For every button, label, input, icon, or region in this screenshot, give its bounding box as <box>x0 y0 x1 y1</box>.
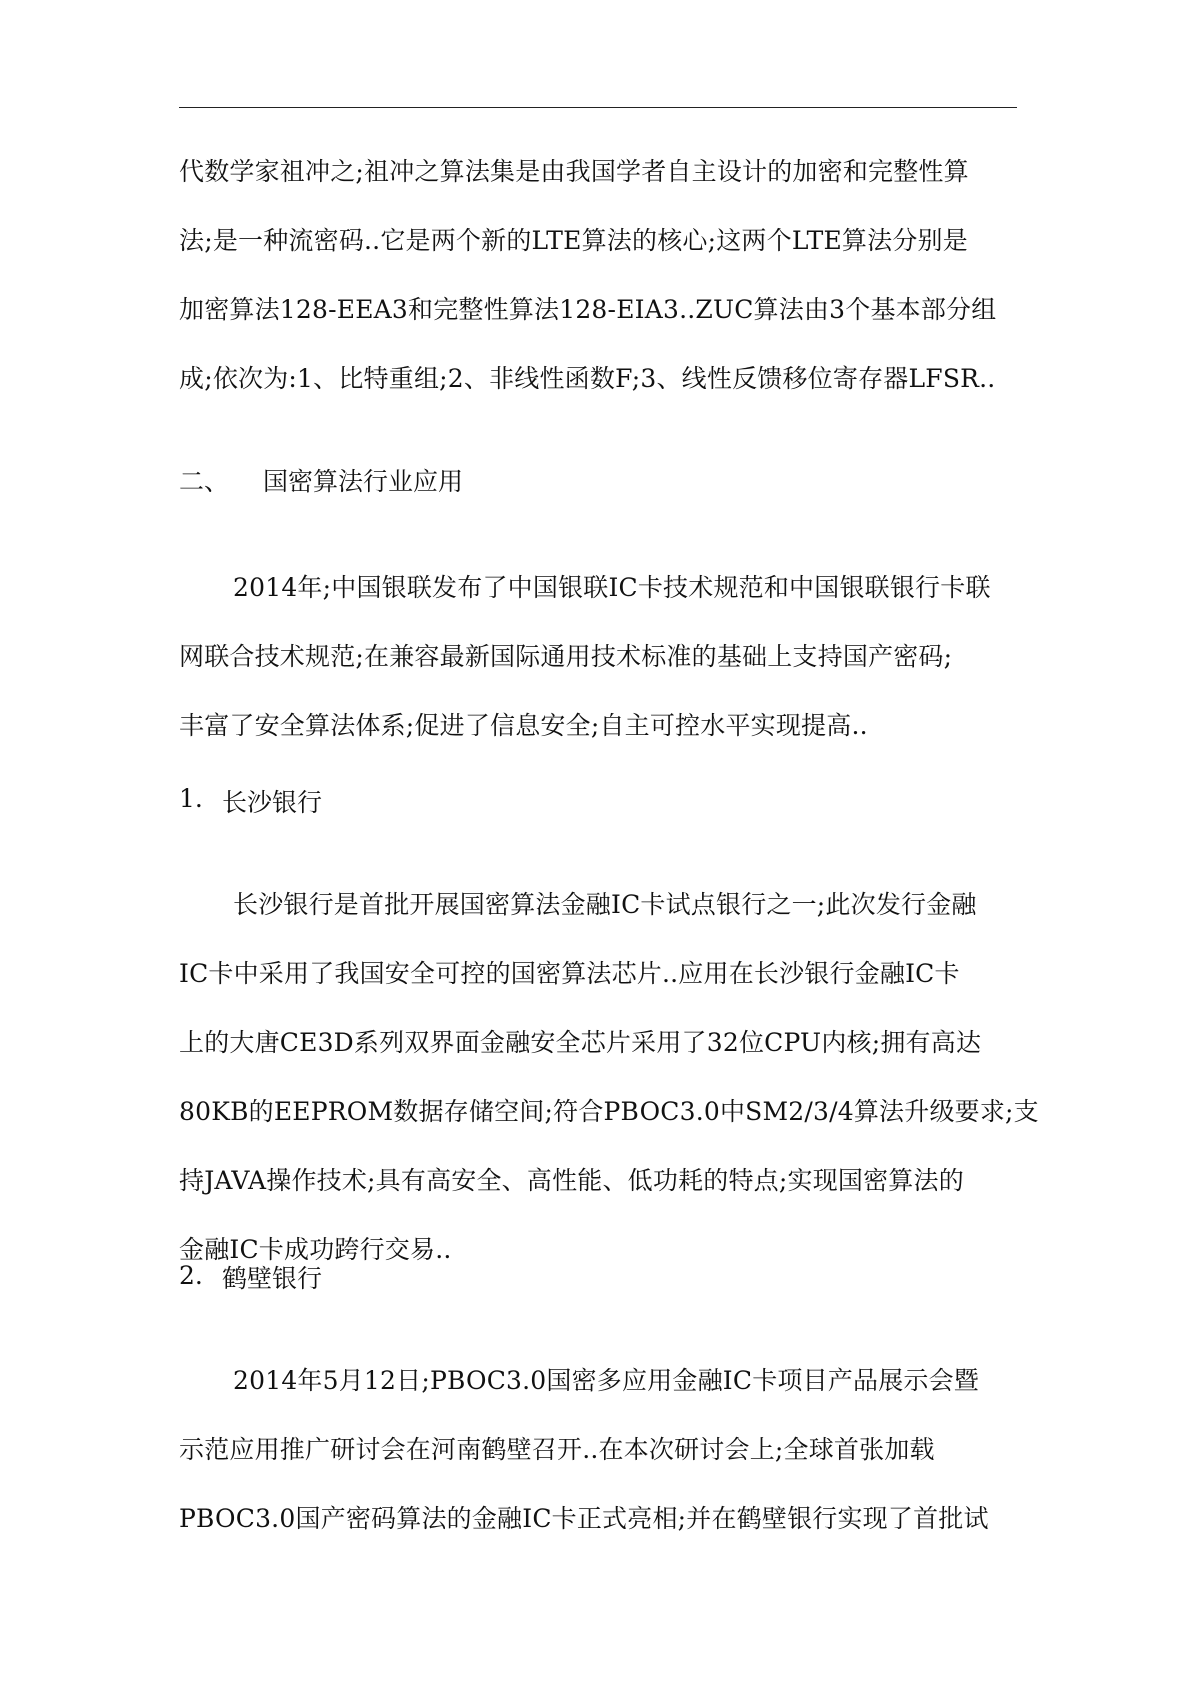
paragraph-line: 金融IC卡成功跨行交易.. <box>179 1235 452 1264</box>
paragraph-line: 代数学家祖冲之;祖冲之算法集是由我国学者自主设计的加密和完整性算 <box>179 157 969 186</box>
paragraph-line: 80KB的EEPROM数据存储空间;符合PBOC3.0中SM2/3/4算法升级要求;支 <box>179 1097 1039 1126</box>
paragraph-line: 持JAVA操作技术;具有高安全、高性能、低功耗的特点;实现国密算法的 <box>179 1166 964 1195</box>
section-title: 国密算法行业应用 <box>263 467 464 496</box>
paragraph-line: 丰富了安全算法体系;促进了信息安全;自主可控水平实现提高.. <box>179 711 868 740</box>
section-number: 二、 <box>179 467 230 496</box>
subsection-number: 2. <box>179 1261 203 1290</box>
paragraph-line: 示范应用推广研讨会在河南鹤壁召开..在本次研讨会上;全球首张加载 <box>179 1435 935 1464</box>
paragraph-line: PBOC3.0国产密码算法的金融IC卡正式亮相;并在鹤壁银行实现了首批试 <box>179 1504 989 1533</box>
paragraph-line: 上的大唐CE3D系列双界面金融安全芯片采用了32位CPU内核;拥有高达 <box>179 1028 982 1057</box>
paragraph-line: IC卡中采用了我国安全可控的国密算法芯片..应用在长沙银行金融IC卡 <box>179 959 960 988</box>
paragraph-line: 成;依次为:1、比特重组;2、非线性函数F;3、线性反馈移位寄存器LFSR.. <box>179 364 996 393</box>
subsection-title: 长沙银行 <box>222 788 323 817</box>
paragraph-line: 法;是一种流密码..它是两个新的LTE算法的核心;这两个LTE算法分别是 <box>179 226 968 255</box>
paragraph-line: 网联合技术规范;在兼容最新国际通用技术标准的基础上支持国产密码; <box>179 642 953 671</box>
paragraph-line: 长沙银行是首批开展国密算法金融IC卡试点银行之一;此次发行金融 <box>233 890 977 919</box>
subsection-number: 1. <box>179 784 203 813</box>
paragraph-line: 加密算法128-EEA3和完整性算法128-EIA3..ZUC算法由3个基本部分组 <box>179 295 997 324</box>
subsection-title: 鹤壁银行 <box>222 1264 323 1293</box>
paragraph-line: 2014年;中国银联发布了中国银联IC卡技术规范和中国银联银行卡联 <box>233 573 991 602</box>
header-rule <box>179 107 1017 108</box>
paragraph-line: 2014年5月12日;PBOC3.0国密多应用金融IC卡项目产品展示会暨 <box>233 1366 980 1395</box>
